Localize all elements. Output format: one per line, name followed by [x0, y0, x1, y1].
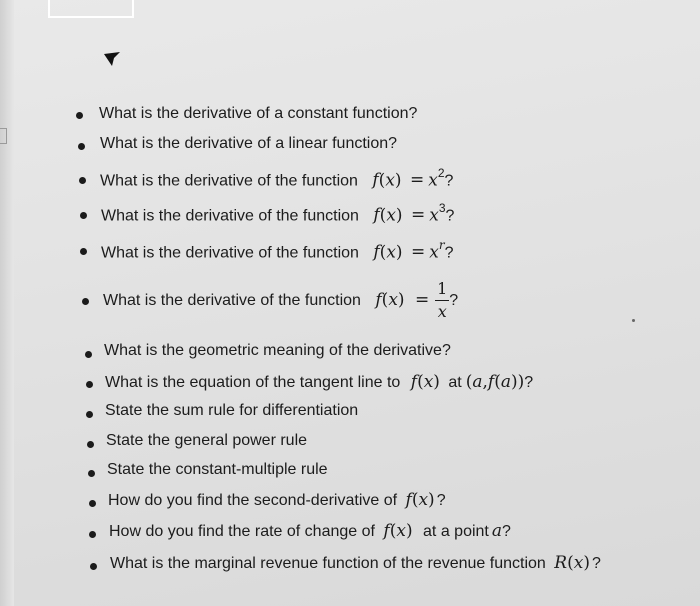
- bullet: [89, 531, 96, 538]
- question-text: What is the derivative of the function: [101, 244, 359, 262]
- bullet: [78, 143, 85, 150]
- bullet: [86, 381, 93, 388]
- top-outline-box: [48, 0, 134, 18]
- equals-sign: =: [411, 205, 426, 226]
- question-6: What is the derivative of the function f(x) = $\frac{1}{x}$ ?: [103, 279, 459, 322]
- mouse-pointer-icon: [103, 50, 121, 68]
- bullet: [86, 411, 93, 418]
- question-5: What is the derivative of the function $f(x) = x^r$?: [101, 238, 454, 263]
- question-8: What is the equation of the tangent line to f(x) at (a,f(a))?: [105, 372, 534, 392]
- question-10: [106, 432, 307, 450]
- variable: x: [388, 290, 398, 310]
- exponent: 2: [437, 166, 445, 180]
- bullet: [85, 351, 92, 358]
- question-14: What is the marginal revenue function of the revenue function R(x) ?: [110, 553, 601, 573]
- exponent: r: [438, 238, 445, 252]
- equals-sign: =: [415, 290, 430, 310]
- function-name: R: [554, 553, 568, 573]
- bullet: [76, 112, 83, 119]
- question-7: [104, 342, 451, 360]
- left-edge-tab: [0, 128, 7, 144]
- connector-text: at a point: [423, 523, 489, 540]
- base: x: [429, 205, 439, 226]
- base: x: [428, 170, 438, 191]
- variable: x: [386, 205, 396, 226]
- question-mark: ?: [591, 555, 601, 572]
- variable: x: [386, 242, 396, 263]
- point-a: a: [491, 521, 502, 541]
- numerator: 1: [437, 279, 448, 299]
- bullet: [79, 177, 86, 184]
- bullet: [89, 500, 96, 507]
- point-a: a: [500, 372, 511, 392]
- function-name: f: [372, 170, 379, 191]
- question-text: What is the geometric meaning of the derivative?: [104, 342, 451, 359]
- question-1: [99, 105, 417, 123]
- bullet: [80, 248, 87, 255]
- variable: x: [573, 553, 584, 573]
- paper-speck: [632, 319, 635, 322]
- question-mark: ?: [436, 492, 446, 509]
- question-mark: ?: [444, 172, 454, 190]
- question-text: State the sum rule for differentiation: [105, 402, 359, 419]
- variable: x: [396, 521, 406, 541]
- bullet: [82, 298, 89, 305]
- question-text: What is the derivative of a constant function?: [99, 105, 418, 122]
- question-mark: ?: [445, 207, 455, 225]
- equals-sign: =: [410, 170, 425, 191]
- question-text: What is the marginal revenue function of the revenue function: [110, 555, 546, 572]
- function-name: f: [383, 521, 390, 541]
- question-text: What is the derivative of the function: [101, 207, 359, 225]
- question-12: How do you find the second-derivative of f(x) ?: [108, 490, 446, 510]
- question-2: [100, 135, 397, 153]
- bullet: [88, 470, 95, 477]
- variable: x: [385, 170, 395, 191]
- page-left-edge: [0, 0, 14, 606]
- question-9: [105, 402, 358, 420]
- bullet: [80, 212, 87, 219]
- bullet: [87, 441, 94, 448]
- point-a: a: [472, 372, 483, 392]
- question-mark: ?: [444, 244, 454, 262]
- exponent: 3: [438, 201, 446, 215]
- question-3: What is the derivative of the function $f(x) = x^2$?: [100, 166, 454, 191]
- question-text: How do you find the rate of change of: [109, 523, 375, 540]
- function-name: f: [405, 490, 412, 510]
- question-mark: ?: [502, 523, 511, 540]
- connector-text: at: [448, 374, 462, 391]
- variable: x: [423, 372, 434, 392]
- point-function: f: [487, 372, 495, 392]
- question-11: [107, 461, 328, 479]
- question-text: What is the derivative of the function: [100, 172, 358, 190]
- question-text: What is the equation of the tangent line to: [105, 374, 401, 391]
- question-13: How do you find the rate of change of f(x) at a point a?: [109, 521, 511, 541]
- question-mark: ?: [449, 292, 459, 309]
- question-text: What is the derivative of the function: [103, 292, 361, 309]
- equals-sign: =: [411, 242, 426, 263]
- function-name: f: [375, 290, 382, 310]
- question-mark: ?: [524, 374, 534, 391]
- bullet: [90, 563, 97, 570]
- function-name: f: [373, 242, 380, 263]
- question-4: What is the derivative of the function $f(x) = x^3$?: [101, 201, 455, 226]
- question-text: What is the derivative of a linear function?: [100, 135, 398, 152]
- denominator: x: [437, 302, 447, 322]
- question-text: State the general power rule: [106, 432, 308, 449]
- variable: x: [418, 490, 429, 510]
- question-text: State the constant-multiple rule: [107, 461, 328, 478]
- question-text: How do you find the second-derivative of: [108, 492, 398, 509]
- base: x: [429, 242, 439, 263]
- fraction: [435, 279, 449, 322]
- function-name: f: [373, 205, 380, 226]
- function-name: f: [410, 372, 418, 392]
